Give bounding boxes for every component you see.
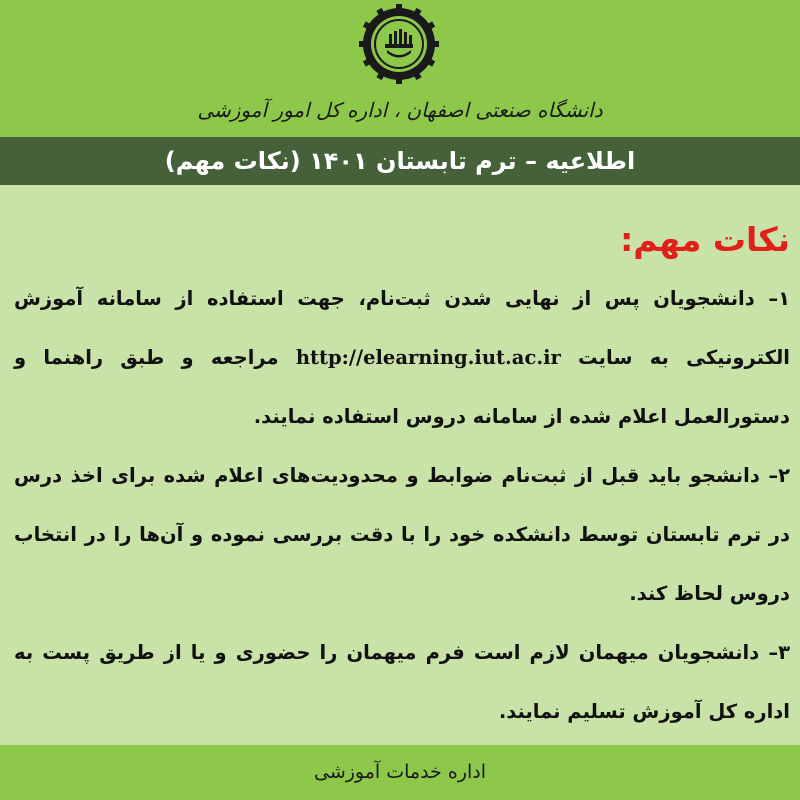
institution-name: دانشگاه صنعتی اصفهان ، اداره کل امور آموزشی [197, 98, 603, 122]
announcement-title: اطلاعیه – ترم تابستان ۱۴۰۱ (نکات مهم) [0, 137, 800, 185]
footer-office: اداره خدمات آموزشی [0, 745, 800, 800]
note-3: ۳– دانشجویان میهمان لازم است فرم میهمان را حضوری و یا از طریق پست به اداره کل آموزش تسلیم نمایند. [14, 641, 790, 723]
header-banner [0, 0, 800, 137]
note-1 [14, 269, 790, 446]
elearning-link[interactable]: http://elearning.iut.ac.ir [295, 346, 561, 369]
note-2: ۲– دانشجو باید قبل از ثبت‌نام ضوابط و محدودیت‌های اعلام شده برای اخذ درس در ترم تابستان توسط دانشکده خود را با دقت بررسی نموده و آن‌ها را در انتخاب دروس لحاظ کند. [14, 464, 790, 605]
note-1-text-end: مراجعه و طبق راهنما و دستورالعمل اعلام شده از سامانه دروس استفاده نمایند. [14, 346, 790, 428]
announcement-body [14, 215, 790, 741]
university-seal-icon [359, 4, 439, 84]
note-1-text-start: ۱– دانشجویان پس از نهایی شدن ثبت‌نام، جهت استفاده از سامانه آموزش الکترونیکی به سایت [14, 287, 790, 369]
notes-heading: نکات مهم: [620, 220, 790, 259]
